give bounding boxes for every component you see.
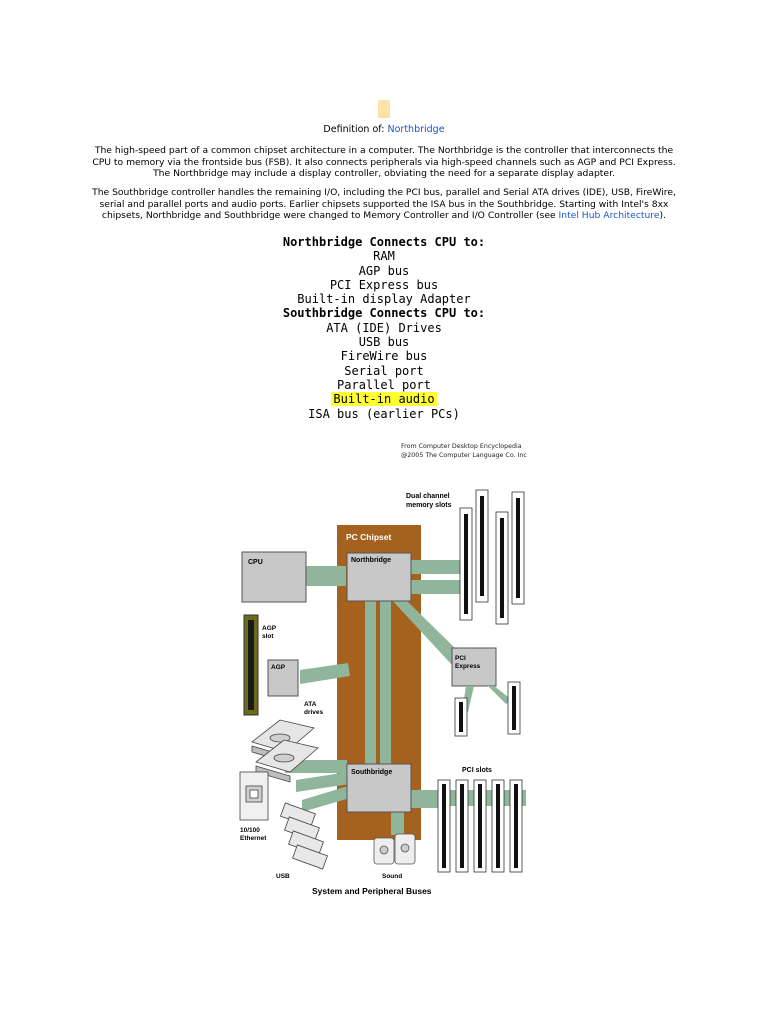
memory-label: memory slots [406, 502, 452, 509]
list-item: AGP bus [358, 263, 410, 278]
ata-label: ATA [304, 701, 317, 708]
ethernet-label: 10/100 [240, 827, 260, 834]
chipset-diagram [230, 480, 550, 905]
list-item: USB bus [358, 335, 410, 350]
diagram-caption: System and Peripheral Buses [312, 886, 432, 896]
south-header: Southbridge Connects CPU to: [282, 306, 486, 321]
ata-label: drives [304, 709, 324, 716]
ethernet-label: Ethernet [240, 835, 267, 842]
sound-label: Sound [382, 873, 403, 880]
pci-express-slots [455, 682, 520, 736]
list-item: Built-in display Adapter [297, 292, 471, 307]
pci-slots-label: PCI slots [462, 767, 492, 774]
ethernet-icon [240, 772, 268, 820]
highlight: Built-in audio [333, 392, 435, 407]
usb-label: USB [276, 873, 290, 880]
southbridge-label: Southbridge [351, 769, 393, 776]
list-item: FireWire bus [340, 349, 428, 364]
credit-line: @2005 The Computer Language Co. Inc [401, 451, 527, 459]
definition-heading [0, 124, 768, 135]
memory-slots [460, 490, 524, 624]
pci-express-label: Express [455, 663, 481, 670]
term-link[interactable]: Northbridge [387, 124, 445, 135]
agp-label: AGP [271, 664, 286, 671]
definition-prefix: Definition of: [323, 124, 385, 135]
paragraph-northbridge: The high-speed part of a common chipset architecture in a computer. The Northbridge is the controller that interconnects the CPU to memory via the frontside bus (FSB). It also connects peripherals via high-speed channels such as AGP and PCI Express. The Northbridge may include a display controller, obviating the need for a separate display adapter. [92, 145, 676, 179]
connections-list [0, 235, 768, 421]
agp-slot-label: slot [262, 633, 274, 640]
paragraph-text: The Southbridge controller handles the remaining I/O, including the PCI bus, parallel and Serial ATA drives (IDE), USB, FireWire, serial and parallel ports and audio ports. Earlier chipsets supported the ISA bus in the Southbridge. Starting with Intel's 8xx chipsets, Northbridge and Southbridge were changed to Memory Controller and I/O Controller (see [92, 187, 676, 221]
north-header: Northbridge Connects CPU to: [282, 235, 486, 249]
paragraph-southbridge [88, 187, 680, 222]
list-item: ATA (IDE) Drives [326, 320, 442, 335]
list-item: Serial port [344, 363, 424, 378]
paragraph-text-end: ). [659, 210, 667, 221]
credit [401, 443, 527, 460]
memory-label: Dual channel [406, 493, 450, 500]
intel-hub-link[interactable]: Intel Hub Architecture [558, 210, 660, 221]
list-item: ISA bus (earlier PCs) [308, 406, 460, 421]
list-item: Parallel port [337, 377, 431, 392]
northbridge-label: Northbridge [351, 557, 392, 564]
bookmark-icon [378, 100, 390, 118]
usb-icon [281, 803, 328, 869]
credit-line: From Computer Desktop Encyclopedia [401, 443, 522, 450]
list-item-highlighted [0, 392, 768, 406]
list-item: PCI Express bus [329, 277, 439, 292]
pci-express-label: PCI [455, 655, 466, 662]
list-item: RAM [373, 249, 395, 264]
agp-slot-label: AGP [262, 625, 277, 632]
pc-chipset-label: PC Chipset [346, 532, 392, 542]
cpu-label: CPU [248, 559, 263, 566]
